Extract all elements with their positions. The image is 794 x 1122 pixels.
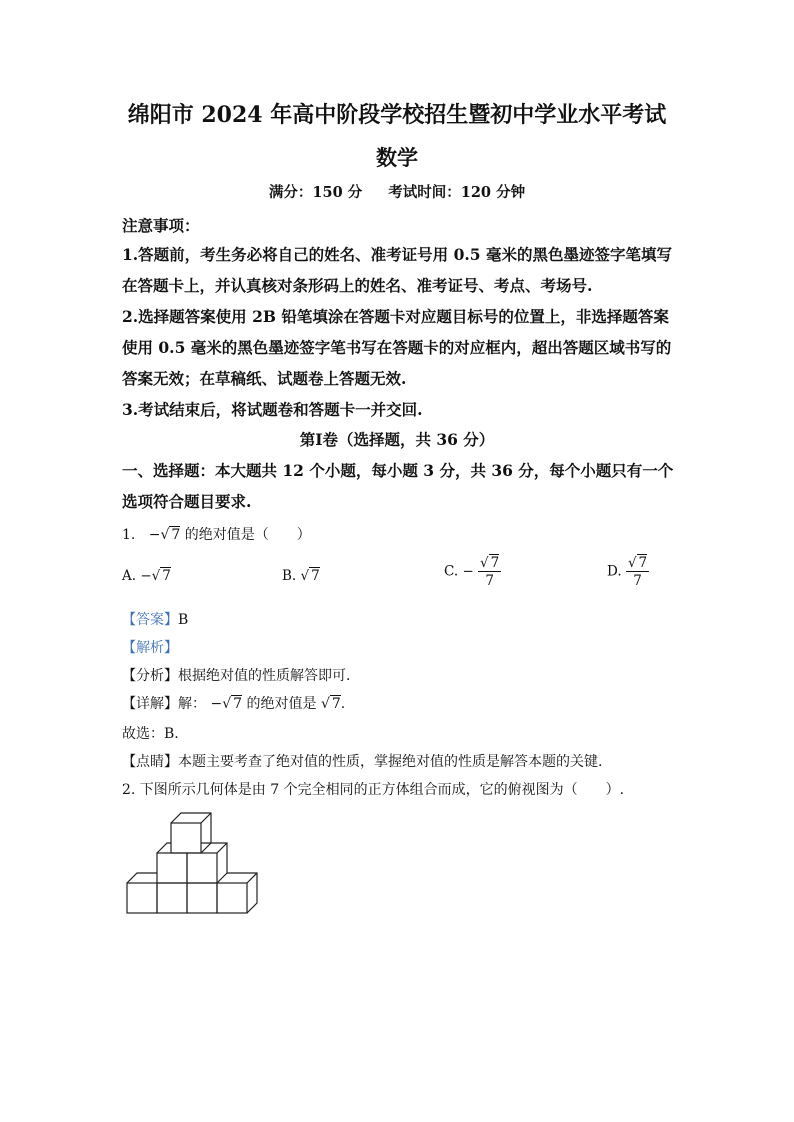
- xiangjie-neg: −: [210, 696, 223, 712]
- answer-tag: 【答案】: [122, 612, 178, 628]
- option-d-fraction: [626, 556, 649, 588]
- option-d: [607, 556, 649, 588]
- option-b-label: B.: [282, 568, 297, 584]
- fenxi-text: 根据绝对值的性质解答即可.: [178, 668, 351, 684]
- cube-top: [171, 813, 211, 853]
- q1-dianjing: [122, 751, 602, 771]
- option-c-label: C.: [444, 563, 459, 580]
- dianjing-tag: 【点睛】: [122, 754, 178, 770]
- full-score: 满分：150 分: [268, 184, 363, 201]
- q1-choose: 故选：B.: [122, 726, 179, 742]
- option-a: [122, 568, 171, 584]
- q1-number: 1.: [122, 527, 136, 543]
- section-intro-line-2: 选项符合题目要求.: [122, 492, 252, 511]
- sqrt-icon: √ 7: [627, 555, 648, 571]
- xiangjie-result-radicand: 7: [331, 696, 341, 712]
- analysis-tag: 【解析】: [122, 640, 178, 656]
- q1-answer: [122, 609, 188, 629]
- section-intro-line-1: 一、选择题：本大题共 12 个小题，每小题 3 分，共 36 分，每个小题只有一个: [122, 461, 674, 480]
- option-d-denominator: 7: [633, 573, 642, 590]
- option-b-radicand: 7: [311, 568, 320, 584]
- exam-meta: [0, 181, 794, 202]
- note-3: 3.考试结束后，将试题卷和答题卡一并交回.: [122, 400, 423, 419]
- option-c: [444, 556, 501, 588]
- note-2-line-2: 使用 0.5 毫米的黑色墨迹签字笔书写在答题卡的对应框内，超出答题区域书写的: [122, 338, 672, 357]
- q1-radicand: 7: [171, 527, 181, 543]
- q1-neg-sign: −: [148, 527, 161, 543]
- option-c-neg: −: [462, 563, 474, 580]
- cube-bottom-row: [127, 873, 257, 913]
- xiangjie-radicand: 7: [233, 696, 243, 712]
- cube-middle-row: [157, 843, 227, 883]
- subject-title: 数学: [376, 145, 418, 170]
- exam-time: 考试时间：120 分钟: [388, 184, 526, 201]
- xiangjie-prefix: 解：: [178, 696, 206, 712]
- note-1-line-1: 1.答题前，考生务必将自己的姓名、准考证号用 0.5 毫米的黑色墨迹签字笔填写: [122, 245, 672, 264]
- q2-stem: 2. 下图所示几何体是由 7 个完全相同的正方体组合而成，它的俯视图为（ ）.: [122, 782, 625, 798]
- xiangjie-end: .: [340, 696, 346, 712]
- answer-value: B: [178, 612, 189, 628]
- option-d-label: D.: [607, 563, 622, 580]
- option-c-fraction: [478, 556, 501, 588]
- note-2-line-1: 2.选择题答案使用 2B 铅笔填涂在答题卡对应题目标号的位置上，非选择题答案: [122, 307, 669, 326]
- option-c-denominator: 7: [485, 573, 494, 590]
- section-title: 第Ⅰ卷（选择题，共 36 分）: [299, 430, 495, 449]
- sqrt-icon: √ 7: [320, 696, 341, 712]
- option-a-neg: −: [140, 568, 152, 584]
- option-d-numerator: 7: [638, 555, 648, 571]
- option-c-numerator: 7: [490, 555, 500, 571]
- option-a-radicand: 7: [162, 568, 171, 584]
- q1-stem: [122, 524, 311, 544]
- sqrt-icon: √ 7: [151, 568, 171, 584]
- sqrt-icon: √ 7: [300, 568, 320, 584]
- note-2-line-3: 答案无效；在草稿纸、试题卷上答题无效.: [122, 369, 407, 388]
- dianjing-text: 本题主要考查了绝对值的性质，掌握绝对值的性质是解答本题的关键.: [178, 754, 603, 770]
- q1-stem-suffix: 的绝对值是（ ）: [184, 527, 311, 543]
- xiangjie-mid: 的绝对值是: [246, 696, 317, 712]
- q1-xiangjie: [122, 693, 345, 713]
- notes-heading: 注意事项：: [122, 216, 200, 235]
- option-b: [282, 568, 320, 584]
- fenxi-tag: 【分析】: [122, 668, 178, 684]
- exam-title: 绵阳市 2024 年高中阶段学校招生暨初中学业水平考试: [127, 102, 667, 128]
- note-1-line-2: 在答题卡上，并认真核对条形码上的姓名、准考证号、考点、考场号.: [122, 276, 593, 295]
- cube-figure: [120, 805, 270, 920]
- sqrt-icon: √ 7: [160, 527, 181, 543]
- sqrt-icon: √ 7: [480, 555, 500, 571]
- sqrt-icon: √ 7: [222, 696, 243, 712]
- xiangjie-tag: 【详解】: [122, 696, 178, 712]
- q1-fenxi: [122, 665, 350, 685]
- option-a-label: A.: [122, 568, 137, 584]
